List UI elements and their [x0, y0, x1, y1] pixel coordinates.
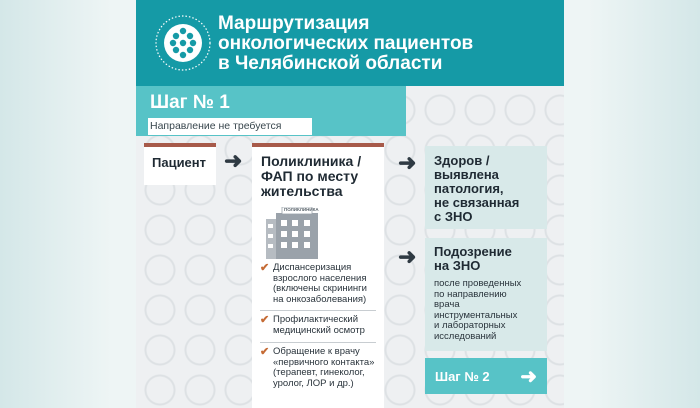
outcome-healthy-card [425, 146, 547, 229]
clinic-item-text: Профилактический медицинский осмотр [273, 314, 365, 336]
arrow-right-icon: ➜ [398, 150, 417, 175]
page-title: Маршрутизация онкологических пациентов в Челябинской области [218, 13, 474, 74]
step1-subtitle: Направление не требуется [148, 118, 312, 135]
header-banner [136, 0, 564, 86]
clinic-item [260, 347, 380, 389]
outcome-suspect-card [425, 238, 547, 351]
check-icon: ✔ [260, 346, 270, 358]
clinic-item [260, 315, 380, 336]
patient-card [144, 143, 216, 185]
clinic-item [260, 263, 380, 305]
clinic-item-text: Обращение к врачу «первичного контакта» (терапевт, гинеколог, уролог, ЛОР и др.) [273, 346, 375, 389]
building-sign: ПОЛИКЛИНИКА [284, 207, 319, 212]
arrow-right-icon: ➜ [224, 148, 243, 173]
step1-title: Шаг № 1 [150, 92, 230, 113]
step2-label: Шаг № 2 [435, 369, 490, 384]
outcome-healthy-text: Здоров / выявлена патология, не связанная с ЗНО [434, 153, 520, 224]
outcome-suspect-text: после проведенных по направлению врача инструментальных и лабораторных исследований [434, 278, 522, 342]
check-icon: ✔ [260, 314, 270, 326]
divider [260, 342, 376, 343]
clinic-card [252, 143, 384, 408]
ministry-logo-icon [154, 14, 212, 72]
step2-button[interactable] [425, 358, 547, 394]
clinic-building-icon [264, 207, 320, 259]
arrow-right-icon: ➜ [398, 244, 417, 269]
infographic [136, 0, 564, 408]
clinic-title: Поликлиника / ФАП по месту жительства [261, 153, 362, 199]
arrow-right-icon: ➜ [520, 366, 537, 388]
outcome-suspect-title: Подозрение на ЗНО [434, 244, 512, 273]
clinic-item-text: Диспансеризация взрослого населения (включены скрининги на онкозаболевания) [273, 262, 367, 305]
divider [260, 310, 376, 311]
check-icon: ✔ [260, 262, 270, 274]
patient-label: Пациент [152, 155, 207, 170]
